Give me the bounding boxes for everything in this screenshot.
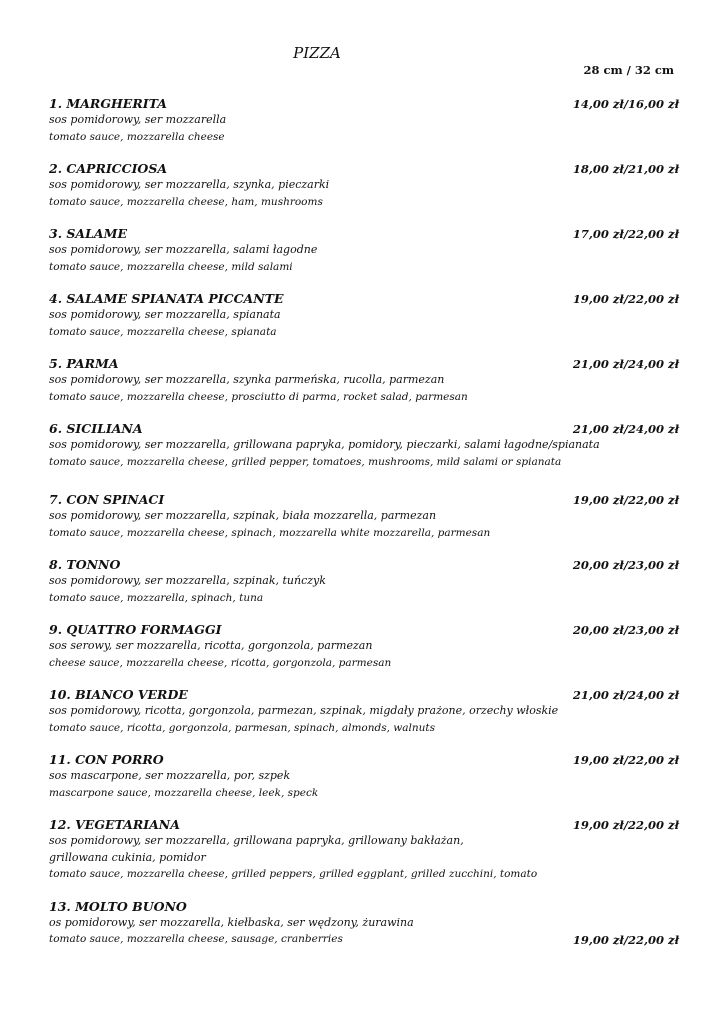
item-name: 3. SALAME: [49, 226, 127, 241]
item-price: 20,00 zł/23,00 zł: [572, 558, 679, 572]
item-description-pl: sos pomidorowy, ser mozzarella: [49, 113, 227, 126]
item-price: 20,00 zł/23,00 zł: [572, 623, 679, 637]
item-price: 19,00 zł/22,00 zł: [572, 493, 679, 507]
item-description-en: tomato sauce, mozzarella cheese: [49, 130, 225, 143]
item-price: 18,00 zł/21,00 zł: [572, 162, 679, 176]
item-name: 13. MOLTO BUONO: [49, 898, 187, 914]
item-description-en: tomato sauce, mozzarella cheese, spianata: [49, 325, 277, 338]
item-name: 9. QUATTRO FORMAGGI: [49, 622, 222, 637]
item-description-pl: sos pomidorowy, ser mozzarella, szpinak, tuńczyk: [49, 574, 326, 587]
item-description-en: tomato sauce, mozzarella cheese, mild salami: [49, 260, 293, 273]
item-description-pl: sos mascarpone, ser mozzarella, por, szpek: [49, 769, 291, 782]
item-description-pl: sos pomidorowy, ser mozzarella, szpinak, biała mozzarella, parmezan: [49, 509, 437, 522]
menu-item: [49, 226, 679, 275]
size-header: 28 cm / 32 cm: [583, 63, 674, 77]
item-description-en: tomato sauce, mozzarella cheese, ham, mushrooms: [49, 195, 323, 208]
item-description-en: tomato sauce, mozzarella cheese, grilled peppers, grilled eggplant, grilled zucchini, tomato: [49, 868, 538, 880]
item-name: 11. CON PORRO: [49, 752, 164, 767]
menu-item: [49, 557, 679, 606]
item-description-pl: sos pomidorowy, ser mozzarella, szynka parmeńska, rucolla, parmezan: [49, 373, 445, 386]
menu-item: [49, 687, 679, 736]
item-description-pl: os pomidorowy, ser mozzarella, kiełbaska, ser wędzony, żurawina: [49, 915, 414, 929]
item-description-en: tomato sauce, mozzarella cheese, prosciutto di parma, rocket salad, parmesan: [49, 390, 468, 403]
item-description-en: mascarpone sauce, mozzarella cheese, leek, speck: [49, 786, 319, 799]
item-description-en: tomato sauce, mozzarella, spinach, tuna: [49, 591, 264, 604]
menu-list: [49, 96, 679, 948]
item-description-pl: sos pomidorowy, ser mozzarella, spianata: [49, 308, 281, 321]
item-price: 19,00 zł/22,00 zł: [572, 753, 679, 767]
item-description-pl: grillowana cukinia, pomidor: [49, 850, 206, 864]
menu-item: [49, 492, 679, 541]
item-name: 10. BIANCO VERDE: [49, 687, 188, 702]
item-name: 8. TONNO: [49, 557, 121, 572]
item-description-pl: sos pomidorowy, ser mozzarella, grillowana papryka, pomidory, pieczarki, salami łagodne/spianata: [49, 438, 600, 451]
item-name: 1. MARGHERITA: [49, 96, 167, 111]
menu-item: [49, 356, 679, 405]
item-description-en: tomato sauce, mozzarella cheese, sausage, cranberries: [49, 933, 343, 945]
item-name: 6. SICILIANA: [49, 421, 143, 436]
item-price: 19,00 zł/22,00 zł: [572, 818, 679, 832]
item-name: 12. VEGETARIANA: [49, 817, 180, 832]
item-price: 19,00 zł/22,00 zł: [572, 932, 679, 947]
item-description-en: tomato sauce, mozzarella cheese, grilled pepper, tomatoes, mushrooms, mild salami or spianata: [49, 455, 562, 468]
item-price: 21,00 zł/24,00 zł: [572, 357, 679, 371]
item-name: 5. PARMA: [49, 356, 119, 371]
item-price: 17,00 zł/22,00 zł: [572, 227, 679, 241]
menu-item: [49, 899, 679, 948]
menu-item: [49, 161, 679, 210]
menu-item: [49, 622, 679, 671]
item-name: 7. CON SPINACI: [49, 492, 165, 507]
item-name: 4. SALAME SPIANATA PICCANTE: [49, 291, 284, 306]
item-name: 2. CAPRICCIOSA: [49, 161, 168, 176]
item-description-pl: sos pomidorowy, ser mozzarella, szynka, pieczarki: [49, 178, 330, 191]
item-description-pl: sos pomidorowy, ser mozzarella, salami łagodne: [49, 243, 318, 256]
item-description-en: cheese sauce, mozzarella cheese, ricotta, gorgonzola, parmesan: [49, 656, 392, 669]
menu-item: [49, 291, 679, 340]
item-description-pl: sos serowy, ser mozzarella, ricotta, gorgonzola, parmezan: [49, 639, 373, 652]
item-price: 21,00 zł/24,00 zł: [572, 422, 679, 436]
menu-item: [49, 421, 679, 470]
item-price: 14,00 zł/16,00 zł: [572, 97, 679, 111]
item-description-pl: sos pomidorowy, ser mozzarella, grillowana papryka, grillowany bakłażan,: [49, 834, 464, 847]
item-price: 19,00 zł/22,00 zł: [572, 292, 679, 306]
page-title: PIZZA: [293, 44, 341, 62]
menu-item: [49, 96, 679, 145]
menu-item: [49, 817, 679, 883]
item-description-en: tomato sauce, mozzarella cheese, spinach, mozzarella white mozzarella, parmesan: [49, 526, 491, 539]
item-price: 21,00 zł/24,00 zł: [572, 688, 679, 702]
item-description-pl: sos pomidorowy, ricotta, gorgonzola, parmezan, szpinak, migdały prażone, orzechy włoskie: [49, 704, 559, 717]
item-description-en: tomato sauce, ricotta, gorgonzola, parmesan, spinach, almonds, walnuts: [49, 721, 436, 734]
menu-item: [49, 752, 679, 801]
